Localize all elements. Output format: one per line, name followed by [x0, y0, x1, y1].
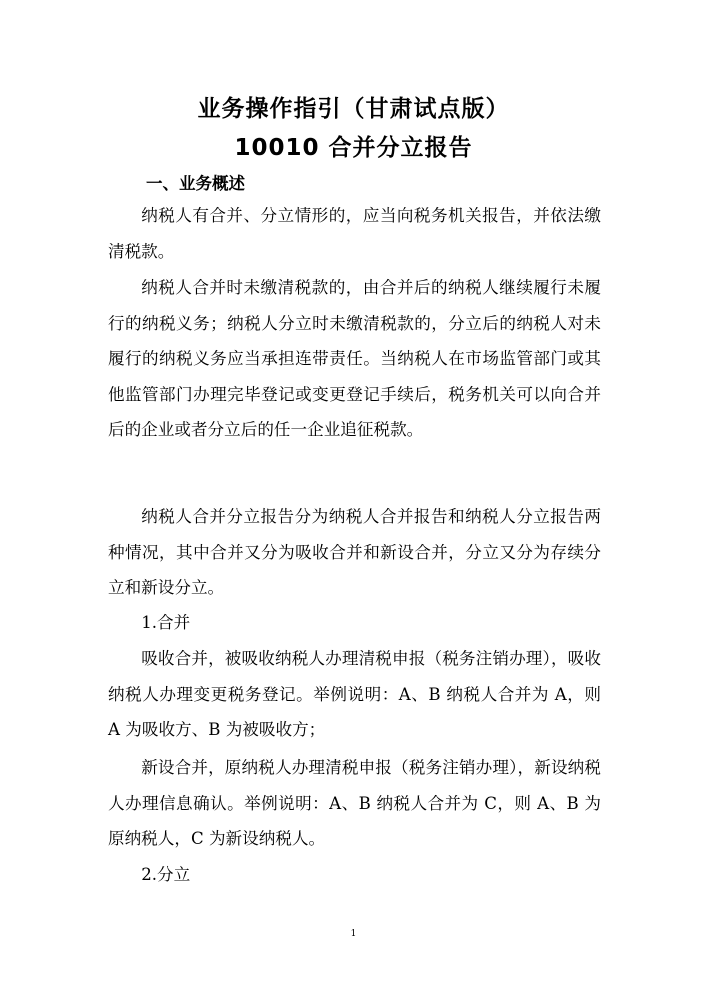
paragraph-overview: 纳税人有合并、分立情形的，应当向税务机关报告，并依法缴清税款。	[108, 206, 601, 261]
subheading-merger: 1.合并	[141, 613, 191, 632]
paragraph-tax-liability: 纳税人合并时未缴清税款的，由合并后的纳税人继续履行未履行的纳税义务；纳税人分立时未缴清税款的，分立后的纳税人对未履行的纳税义务应当承担连带责任。当纳税人在市场监管部门或其他监管部门办理完毕登记或变更登记手续后，税务机关可以向合并后的企业或者分立后的任一企业追征税款。	[108, 278, 601, 439]
subheading-division: 2.分立	[141, 865, 191, 884]
paragraph-new-merger: 新设合并，原纳税人办理清税申报（税务注销办理），新设纳税人办理信息确认。举例说明：A、B 纳税人合并为 C，则 A、B 为原纳税人，C 为新设纳税人。	[108, 758, 601, 848]
page-number: 1	[350, 929, 357, 939]
section-heading: 一、业务概述	[146, 174, 245, 193]
document-title: 业务操作指引（甘肃试点版）	[197, 96, 510, 122]
paragraph-report-types: 纳税人合并分立报告分为纳税人合并报告和纳税人分立报告两种情况，其中合并又分为吸收合并和新设合并，分立又分为存续分立和新设分立。	[108, 507, 601, 597]
paragraph-absorption-merger: 吸收合并，被吸收纳税人办理清税申报（税务注销办理），吸收纳税人办理变更税务登记。举例说明：A、B 纳税人合并为 A，则 A 为吸收方、B 为被吸收方；	[108, 649, 601, 739]
document-subtitle: 10010 合并分立报告	[234, 135, 473, 161]
